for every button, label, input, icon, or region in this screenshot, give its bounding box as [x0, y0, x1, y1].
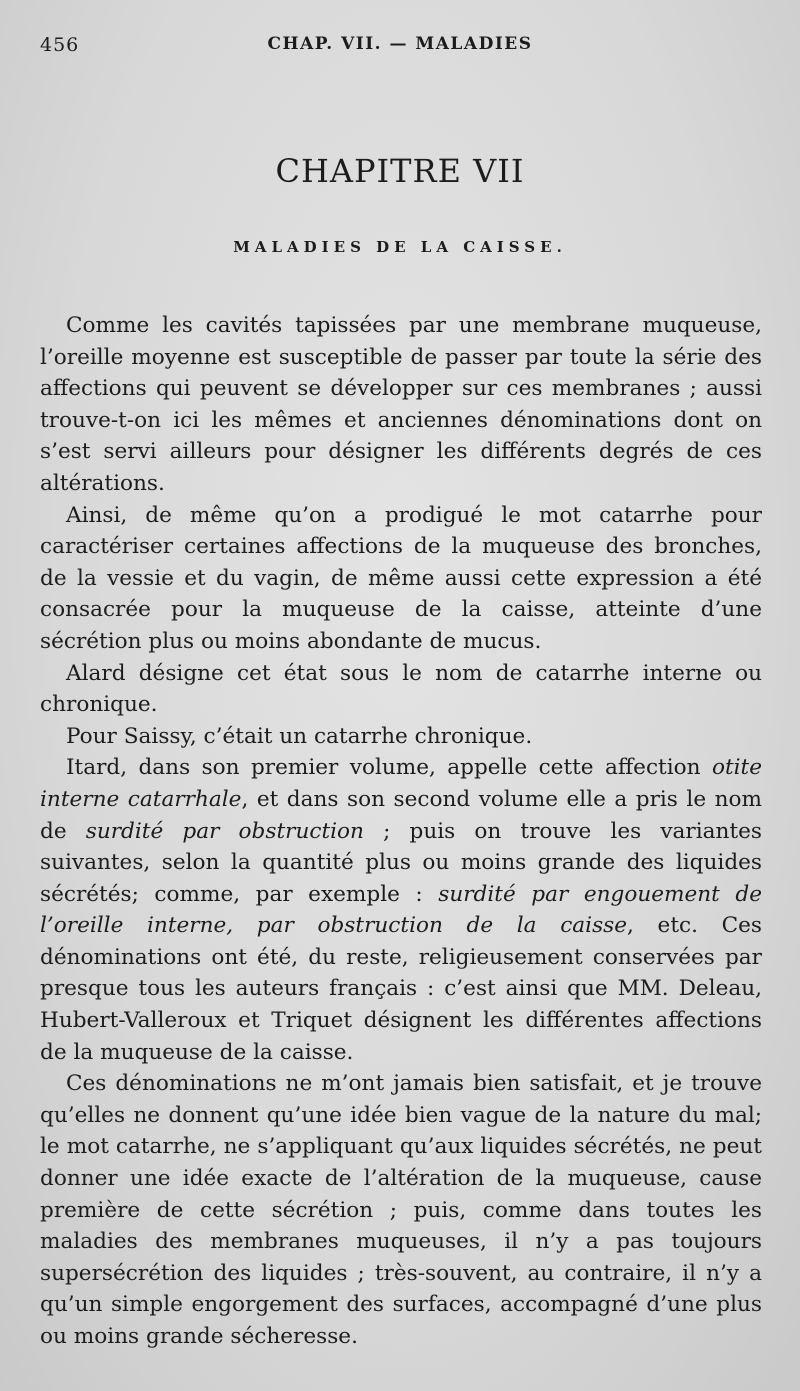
paragraph	[40, 500, 762, 658]
paragraph-text: Itard, dans son premier volume, appelle cette affection	[66, 755, 712, 781]
chapter-title: CHAPITRE VII	[275, 152, 525, 190]
paragraph	[40, 721, 762, 753]
paragraph	[40, 752, 762, 1068]
paragraph-text: Alard désigne cet état sous le nom de catarrhe interne ou chronique.	[40, 660, 762, 718]
paragraph-text: Comme les cavités tapissées par une membrane muqueuse, l’oreille moyenne est susceptible de passer par toute la série des affections qui peuvent se développer sur ces membranes ; aussi trouve-t-on ici les mêmes et anciennes dénominations dont on s’est servi ailleurs pour désigner les différents degrés de ces altérations.	[40, 313, 762, 496]
italic-term: surdité par obstruction	[85, 818, 364, 844]
running-header	[40, 34, 760, 62]
paragraph-text: ; puis on trouve les variantes suivantes, selon la quantité plus ou moins grande des liquides sécrétés; comme, par exemple :	[40, 818, 762, 907]
paragraph	[40, 658, 762, 721]
paragraph-text: Ainsi, de même qu’on a prodigué le mot catarrhe pour caractériser certaines affections de la muqueuse des bronches, de la vessie et du vagin, de même aussi cette expression a été consacrée pour la muqueuse de la caisse, atteinte d’une sécrétion plus ou moins abondante de mucus.	[40, 502, 762, 654]
body-text	[40, 310, 762, 1353]
paragraph	[40, 310, 762, 500]
paragraph-text: Ces dénominations ne m’ont jamais bien satisfait, et je trouve qu’elles ne donnent qu’une idée bien vague de la nature du mal; le mot catarrhe, ne s’appliquant qu’aux liquides sécrétés, ne peut donner une idée exacte de l’altération de la muqueuse, cause première de cette sécrétion ; puis, comme dans toutes les maladies des membranes muqueuses, il n’y a pas toujours supersécrétion des liquides ; très-souvent, au contraire, il n’y a qu’un simple engorgement des surfaces, accompagné d’une plus ou moins grande sécheresse.	[40, 1071, 762, 1349]
running-title: CHAP. VII. — MALADIES	[267, 34, 533, 54]
italic-term: surdité par engouement de l’oreille interne, par obstruction de la caisse	[40, 881, 762, 939]
section-title: MALADIES DE LA CAISSE.	[233, 238, 567, 256]
paragraph	[40, 1068, 762, 1352]
page-number: 456	[40, 34, 80, 56]
italic-term: otite interne catarrhale	[40, 755, 762, 812]
paragraph-text: , et dans son second volume elle a pris le nom de	[40, 786, 762, 844]
paragraph-text: , etc. Ces dénominations ont été, du reste, religieusement conservées par presque tous les auteurs français : c’est ainsi que MM. Deleau, Hubert-Valleroux et Triquet désignent les différentes affections de la muqueuse de la caisse.	[40, 913, 762, 1065]
paragraph-text: Pour Saissy, c’était un catarrhe chronique.	[66, 723, 533, 749]
